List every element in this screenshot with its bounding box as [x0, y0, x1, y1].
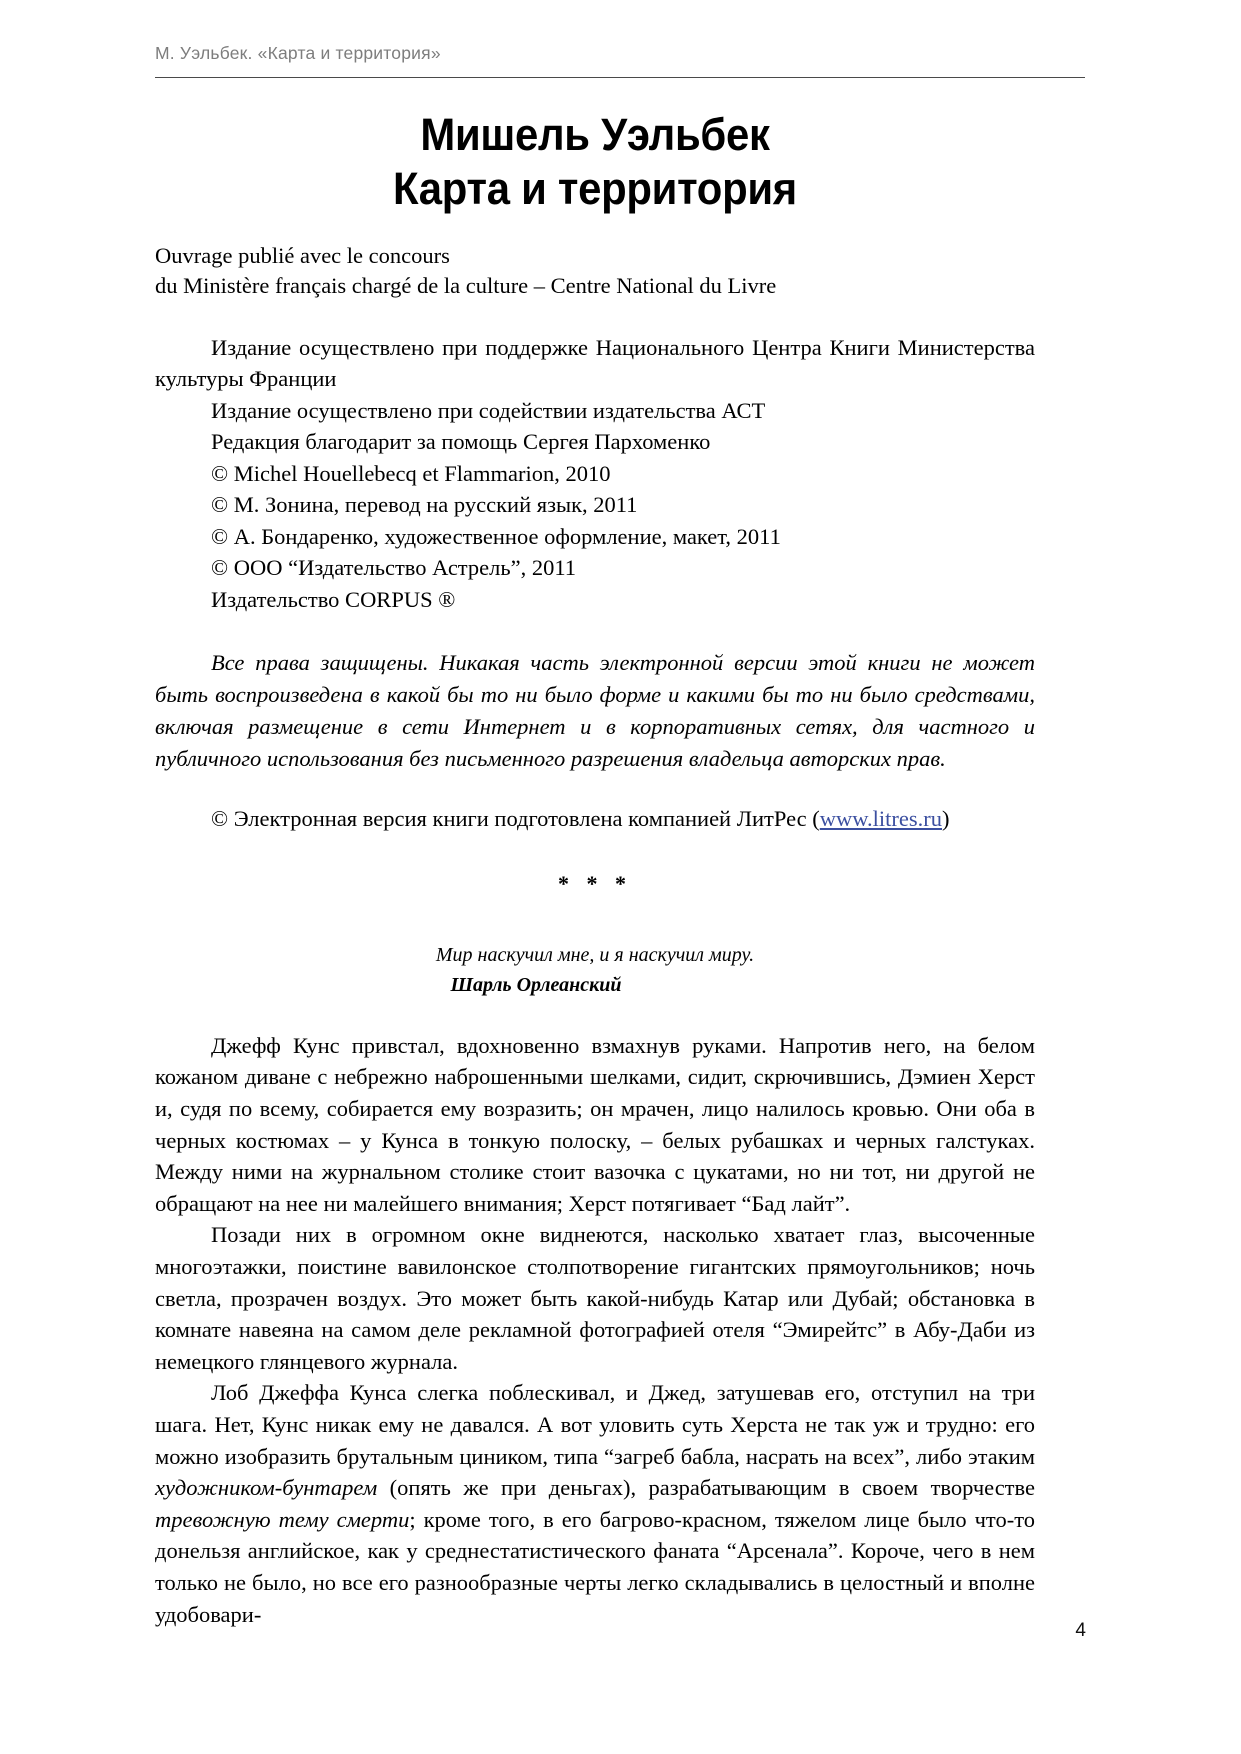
running-head: М. Уэльбек. «Карта и территория»: [155, 43, 441, 63]
french-notice: [155, 241, 1035, 302]
page-number: 4: [1075, 1620, 1086, 1641]
body-paragraph-1: Джефф Кунс привстал, вдохновенно взмахнув руками. Напротив него, на белом кожаном диване с небрежно наброшенными шелками, сидит, скрючившись, Дэмиен Херст и, судя по всему, собирается ему возразить; он мрачен, лицо налилось кровью. Они оба в черных костюмах – у Кунса в тонкую полоску, – белых рубашках и черных галстуках. Между ними на журнальном столике стоит вазочка с цукатами, но ни тот, ни другой не обращают на нее ни малейшего внимания; Херст потягивает “Бад лайт”.: [155, 1032, 1035, 1216]
support-ministry-paragraph: Издание осуществлено при поддержке Национального Центра Книги Министерства культуры Франции: [155, 334, 1035, 392]
body-paragraph-3-part-1: Лоб Джеффа Кунса слегка поблескивал, и Джед, затушевав его, отступил на три шага. Нет, Кунс никак ему не давался. А вот уловить суть Херста не так уж и трудно: его можно изобразить брутальным циником, типа “загреб бабла, насрать на всех”, либо этаким: [155, 1380, 1035, 1469]
header-rule: [155, 77, 1085, 78]
body-paragraph-2: Позади них в огромном окне виднеются, насколько хватает глаз, высоченные многоэтажки, поистине вавилонское столпотворение гигантских прямоугольников; ночь светла, прозрачен воздух. Это может быть какой-нибудь Катар или Дубай; обстановка в комнате навеяна на самом деле рекламной фотографией отеля “Эмирейтс” в Абу-Даби из немецкого глянцевого журнала.: [155, 1222, 1035, 1374]
title-name: Карта и территория: [393, 163, 797, 215]
copyright-imprint-line: Издательство CORPUS ®: [211, 586, 456, 612]
body-paragraph-3-part-2: (опять же при деньгах), разрабатывающим в своем творчестве: [377, 1475, 1035, 1501]
body-paragraph-3: [155, 1377, 1035, 1630]
litres-prefix: © Электронная версия книги подготовлена компанией ЛитРес (: [211, 806, 820, 832]
body-text: [155, 1030, 1035, 1631]
body-paragraph-3-part-3: ; кроме того, в его багрово-красном, тяжелом лице было что-то донельзя английское, как у среднестатистического фаната “Арсенала”. Короче, чего в нем только не было, но все его разнообразные черты легко складывались в целостный и вполне удобовари-: [155, 1506, 1035, 1627]
litres-suffix: ): [942, 806, 950, 832]
copyright-original-line: © Michel Houellebecq et Flammarion, 2010: [211, 460, 611, 486]
epigraph: [155, 941, 1035, 1000]
support-ast-line: Издание осуществлено при содействии издательства АСТ: [211, 397, 766, 423]
copyright-translation-line: © М. Зонина, перевод на русский язык, 2011: [211, 492, 638, 518]
rights-notice-paragraph: Все права защищены. Никакая часть электронной версии этой книги не может быть воспроизведена в какой бы то ни было форме и какими бы то ни было средствами, включая размещение в сети Интернет и в корпоративных сетях, для частного и публичного использования без письменного разрешения владельца авторских прав.: [155, 650, 1035, 772]
litres-link[interactable]: www.litres.ru: [819, 806, 943, 832]
epigraph-attribution: Шарль Орлеанский: [450, 973, 622, 996]
title-author: Мишель Уэльбек: [420, 109, 770, 160]
section-separator: * * *: [558, 870, 632, 896]
support-thanks-line: Редакция благодарит за помощь Сергея Пархоменко: [211, 429, 711, 455]
french-notice-line-2: du Ministère français chargé de la culture – Centre National du Livre: [155, 273, 777, 299]
body-paragraph-3-emphasis-2: тревожную тему смерти: [155, 1506, 410, 1532]
french-notice-line-1: Ouvrage publié avec le concours: [155, 242, 450, 268]
body-paragraph-3-emphasis-1: художником-бунтарем: [155, 1475, 378, 1501]
page-title: [155, 110, 1035, 215]
epigraph-quote: Мир наскучил мне, и я наскучил миру.: [435, 943, 755, 966]
page-content: [155, 110, 1035, 1630]
copyright-design-line: © А. Бондаренко, художественное оформление, макет, 2011: [211, 523, 781, 549]
copyright-publisher-line: © ООО “Издательство Астрель”, 2011: [211, 555, 577, 581]
litres-notice: [155, 803, 1035, 835]
